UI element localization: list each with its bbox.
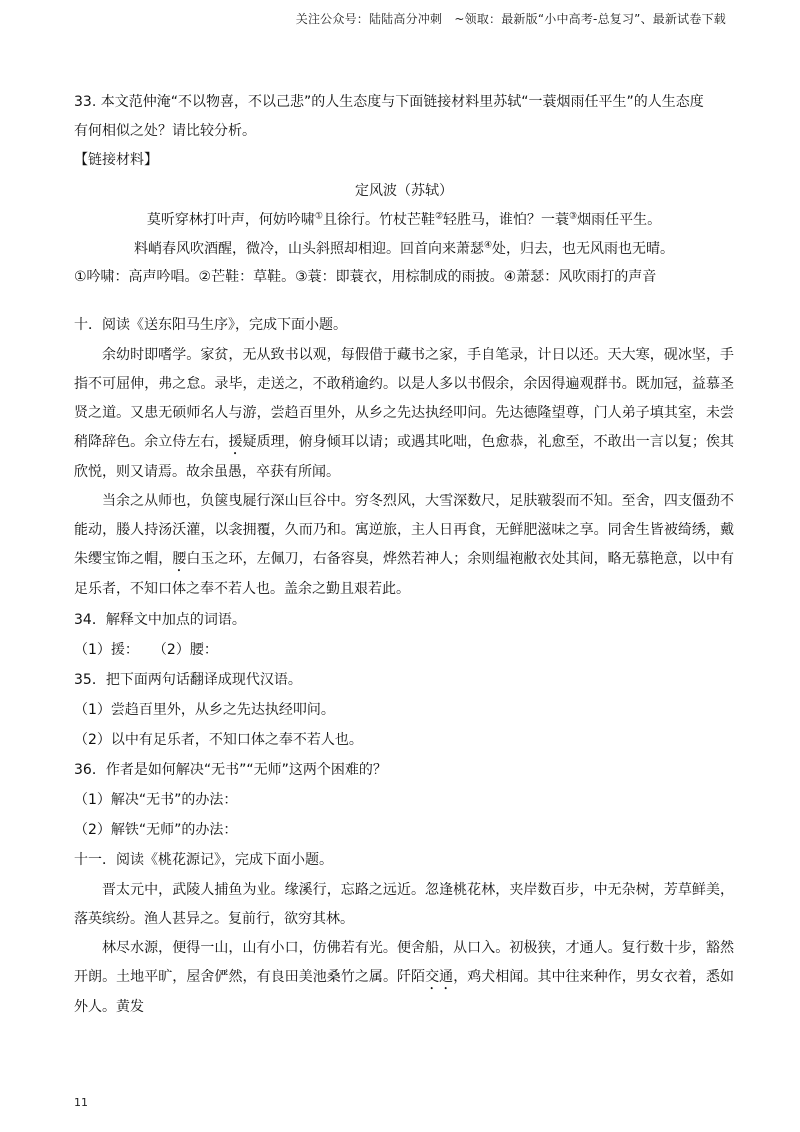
passage-text: 当余之从师也，负箧曳屣行深山巨谷中。穷冬烈风，大雪深数尺，足肤皲裂而不知。至舍，四支僵劲不能动，媵人持汤沃灌，以衾拥覆，久而乃和。寓逆旅，主人日再食，无鲜肥滋味之享。同舍生皆被绮绣，戴朱缨宝饰之帽，	[74, 493, 734, 567]
section-11-heading: 十一．阅读《桃花源记》，完成下面小题。	[74, 852, 333, 868]
q36-item-2: （2）解铁“无师”的办法：	[74, 822, 238, 838]
passage-paragraph-3: 晋太元中，武陵人捕鱼为业。缘溪行，忘路之远近。忽逢桃花林，夹岸数百步，中无杂树，芳草鲜美，落英缤纷。渔人甚异之。复前行，欲穷其林。	[74, 882, 734, 927]
dotted-word: 援	[228, 434, 243, 450]
page-number: 11	[74, 1096, 88, 1109]
link-material	[74, 148, 734, 289]
passage-text: 白玉之环，左佩刀，右备容臭，烨然若神人；余则缊袍敝衣处其间，略无慕艳意，以中有足乐者，不知口体之奉不若人也。盖余之勤且艰若此。	[74, 551, 735, 597]
passage-text: ，鸡犬相闻。其中往来种作，男女衣着，悉如外人。黄发	[74, 969, 735, 1015]
poem-text: 料峭春风吹酒醒，微冷，山头斜照却相迎。回首向来萧瑟	[133, 241, 484, 257]
q36-item-1: （1）解决“无书”的办法：	[74, 792, 238, 808]
footnote-mark: ③	[569, 211, 578, 222]
dotted-word: 交通	[425, 969, 454, 985]
poem-line-2	[74, 237, 734, 261]
footnote-mark: ②	[434, 211, 444, 222]
q34-title: 34．解释文中加点的词语。	[74, 612, 246, 628]
passage-paragraph-2	[74, 487, 734, 604]
poem-text: 且徐行。竹杖芒鞋	[322, 212, 435, 228]
poem-text: 轻胜马，谁怕？一蓑	[443, 212, 570, 228]
question-33	[74, 90, 734, 143]
poem-title: 定风波（苏轼）	[355, 183, 453, 199]
poem-text: 处，归去，也无风雨也无晴。	[492, 241, 675, 257]
document-body	[74, 88, 734, 1022]
passage-text: 疑质理，俯身倾耳以请；或遇其叱咄，色愈恭，礼愈至，不敢出一言以复；俟其欣悦，则又请焉。故余虽愚，卒获有所闻。	[74, 434, 735, 480]
link-material-title: 【链接材料】	[74, 152, 158, 168]
footnote-mark: ④	[483, 240, 493, 251]
question-36	[74, 758, 734, 842]
dotted-word: 腰	[172, 551, 187, 567]
q34-items: （1）援： （2）腰：	[74, 642, 218, 658]
section-10	[74, 313, 734, 604]
passage-paragraph-4	[74, 934, 734, 1022]
poem-line-1	[74, 208, 734, 232]
question-35	[74, 668, 734, 752]
q33-line-2: 有何相似之处？请比较分析。	[74, 123, 256, 139]
passage-text: 林尽水源，便得一山，山有小口，仿佛若有光。便舍船，从口入。初极狭，才通人。复行数十步，豁然开朗。土地平旷，屋舍俨然，有良田美池桑竹之属。阡陌	[74, 940, 734, 985]
q33-line-1: 33. 本文范仲淹“不以物喜，不以己悲”的人生态度与下面链接材料里苏轼“一蓑烟雨任平生”的人生态度	[74, 94, 704, 110]
passage-text: 余幼时即嗜学。家贫，无从致书以观，每假借于藏书之家，手自笔录，计日以还。天大寒，砚冰坚，手指不可屈伸，弗之怠。录毕，走送之，不敢稍逾约。以是人多以书假余，余因得遍观群书。既加冠，益慕圣贤之道。又患无硕师名人与游，尝趋百里外，从乡之先达执经叩问。先达德隆望尊，门人弟子填其室，未尝稍降辞色。余立侍左右，	[74, 347, 734, 450]
passage-paragraph-1	[74, 341, 734, 487]
section-11	[74, 848, 734, 1022]
section-10-heading: 十．阅读《送东阳马生序》，完成下面小题。	[74, 317, 347, 333]
poem-text: 莫听穿林打叶声，何妨吟啸	[146, 212, 315, 228]
q35-item-2: （2）以中有足乐者，不知口体之奉不若人也。	[74, 732, 363, 748]
page-header: 关注公众号：陆陆高分冲刺 ~领取：最新版“小中高考-总复习”、最新试卷下载	[295, 12, 726, 26]
poem-text: 烟雨任平生。	[577, 212, 662, 228]
q35-item-1: （1）尝趋百里外，从乡之先达执经叩问。	[74, 702, 335, 718]
poem-notes: ①吟啸：高声吟唱。②芒鞋：草鞋。③蓑：即蓑衣，用棕制成的雨披。④萧瑟：风吹雨打的声音	[74, 269, 657, 285]
q35-title: 35．把下面两句话翻译成现代汉语。	[74, 672, 302, 688]
question-34	[74, 608, 734, 662]
q36-title: 36．作者是如何解决“无书”“无师”这两个困难的？	[74, 762, 387, 778]
footnote-mark: ①	[314, 211, 323, 222]
